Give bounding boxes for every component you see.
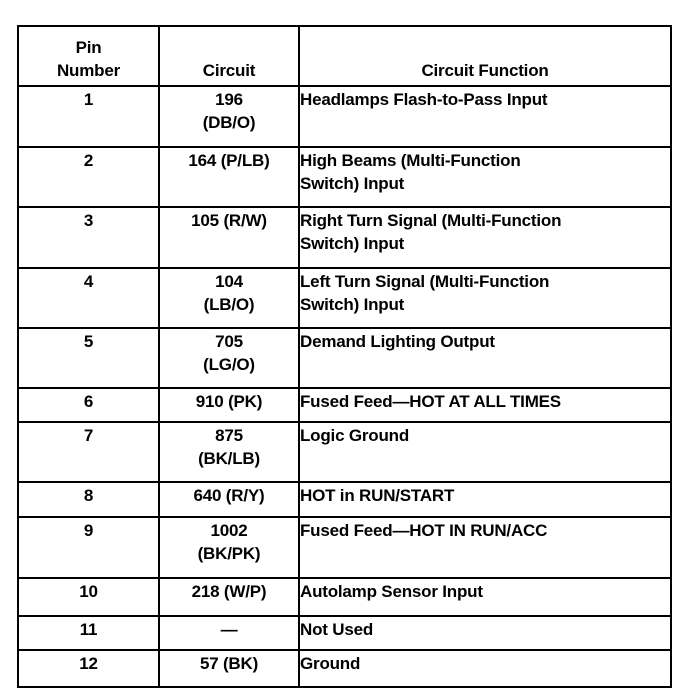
circuit-line1: 705 bbox=[215, 332, 243, 352]
function-line1: Logic Ground bbox=[300, 426, 410, 446]
circuit-cell bbox=[159, 650, 299, 687]
pin-number-cell: 5 bbox=[18, 328, 159, 388]
header-pin-line1: Pin bbox=[75, 38, 102, 57]
pin-number-cell: 12 bbox=[18, 650, 159, 687]
circuit-line1: 196 bbox=[215, 90, 243, 109]
pin-number-cell: 10 bbox=[18, 578, 159, 616]
circuit-line2: (LG/O) bbox=[203, 355, 255, 375]
function-cell bbox=[299, 388, 671, 422]
table-row bbox=[18, 578, 671, 616]
circuit-cell bbox=[159, 616, 299, 649]
function-line2: Switch) Input bbox=[300, 234, 405, 254]
header-row bbox=[18, 26, 671, 86]
function-line2: Switch) Input bbox=[300, 173, 405, 193]
function-cell bbox=[299, 422, 671, 482]
function-line1: Demand Lighting Output bbox=[300, 332, 495, 352]
function-line1: Ground bbox=[300, 653, 361, 673]
pin-number-cell: 11 bbox=[18, 616, 159, 649]
circuit-line1: 875 bbox=[215, 426, 243, 446]
circuit-line1: 910 (PK) bbox=[195, 391, 263, 411]
function-line1: High Beams (Multi-Function bbox=[300, 150, 521, 170]
circuit-cell bbox=[159, 147, 299, 208]
pin-number-cell: 1 bbox=[18, 86, 159, 147]
circuit-line1: 640 (R/Y) bbox=[193, 485, 265, 505]
pinout-table bbox=[17, 25, 672, 688]
circuit-line1: 104 bbox=[215, 271, 243, 291]
table-row bbox=[18, 422, 671, 482]
circuit-line2: (LB/O) bbox=[203, 294, 255, 314]
pin-number-cell: 8 bbox=[18, 482, 159, 517]
function-line1: Autolamp Sensor Input bbox=[300, 581, 483, 601]
function-line2: Switch) Input bbox=[300, 294, 405, 314]
header-pin-line2: Number bbox=[56, 61, 121, 80]
table-row bbox=[18, 650, 671, 687]
pin-number-cell: 7 bbox=[18, 422, 159, 482]
table-row bbox=[18, 328, 671, 388]
circuit-cell bbox=[159, 422, 299, 482]
header-circuit-function: Circuit Function bbox=[299, 26, 671, 86]
function-cell bbox=[299, 517, 671, 578]
function-line1: Headlamps Flash-to-Pass Input bbox=[300, 90, 548, 109]
table-row bbox=[18, 86, 671, 147]
circuit-line1: 1002 bbox=[210, 521, 248, 541]
table-row bbox=[18, 616, 671, 649]
circuit-line1: 105 (R/W) bbox=[191, 211, 267, 231]
circuit-cell bbox=[159, 328, 299, 388]
circuit-line1: 218 (W/P) bbox=[191, 581, 267, 601]
table-row bbox=[18, 207, 671, 268]
circuit-cell bbox=[159, 482, 299, 517]
pin-number-cell: 6 bbox=[18, 388, 159, 422]
circuit-line2: (DB/O) bbox=[202, 113, 256, 132]
table-row bbox=[18, 388, 671, 422]
function-line1: Fused Feed—HOT AT ALL TIMES bbox=[300, 391, 561, 411]
circuit-cell bbox=[159, 207, 299, 268]
pin-number-cell: 9 bbox=[18, 517, 159, 578]
circuit-line1: — bbox=[220, 620, 238, 640]
circuit-cell bbox=[159, 86, 299, 147]
function-cell bbox=[299, 207, 671, 268]
function-cell bbox=[299, 147, 671, 208]
function-cell bbox=[299, 482, 671, 517]
circuit-cell bbox=[159, 578, 299, 616]
circuit-line1: 57 (BK) bbox=[199, 653, 259, 673]
function-line1: Left Turn Signal (Multi-Function bbox=[300, 271, 550, 291]
table-row bbox=[18, 147, 671, 208]
pin-number-cell: 2 bbox=[18, 147, 159, 208]
circuit-line2: (BK/PK) bbox=[197, 544, 261, 564]
pin-number-cell: 3 bbox=[18, 207, 159, 268]
function-cell bbox=[299, 616, 671, 649]
circuit-cell bbox=[159, 268, 299, 329]
function-cell bbox=[299, 650, 671, 687]
function-line1: Not Used bbox=[300, 620, 374, 640]
header-pin-number bbox=[18, 26, 159, 86]
table-row bbox=[18, 517, 671, 578]
function-line1: Right Turn Signal (Multi-Function bbox=[300, 211, 562, 231]
circuit-cell bbox=[159, 517, 299, 578]
function-line1: HOT in RUN/START bbox=[300, 485, 455, 505]
function-cell bbox=[299, 328, 671, 388]
function-cell bbox=[299, 578, 671, 616]
table-row bbox=[18, 268, 671, 329]
table-row bbox=[18, 482, 671, 517]
circuit-cell bbox=[159, 388, 299, 422]
function-line1: Fused Feed—HOT IN RUN/ACC bbox=[300, 521, 548, 541]
circuit-line2: (BK/LB) bbox=[198, 449, 260, 469]
circuit-line1: 164 (P/LB) bbox=[188, 150, 270, 170]
header-circuit: Circuit bbox=[159, 26, 299, 86]
function-cell bbox=[299, 268, 671, 329]
function-cell bbox=[299, 86, 671, 147]
pin-number-cell: 4 bbox=[18, 268, 159, 329]
